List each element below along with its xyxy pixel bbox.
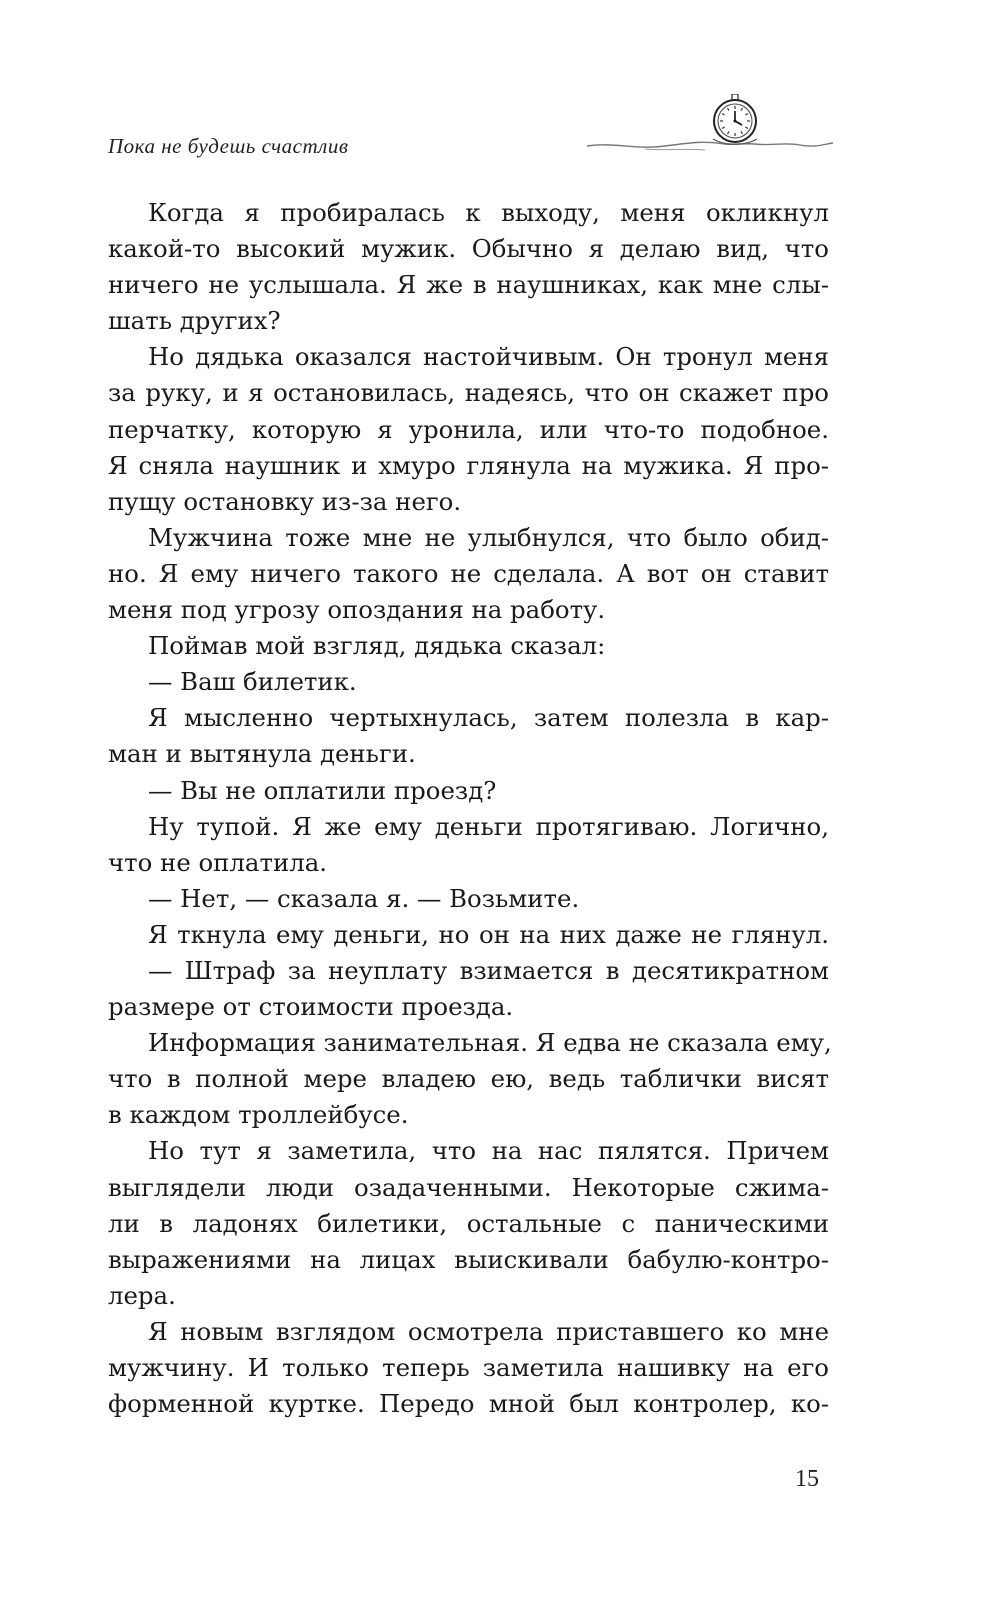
text-line: мужчину. И только теперь заметила нашивку на его: [108, 1353, 829, 1382]
text-line: размере от стоимости проезда.: [108, 992, 514, 1022]
text-line: — Нет, — сказала я. — Возьмите.: [148, 883, 580, 913]
text-line: — Ваш билетик.: [148, 667, 357, 697]
page-number: 15: [795, 1466, 819, 1492]
text-line: перчатку, которую я уронила, или что-то подобное.: [108, 414, 829, 444]
text-line: Информация занимательная. Я едва не сказала ему,: [148, 1028, 832, 1058]
text-line: — Штраф за неуплату взимается в десятикратном: [148, 955, 829, 985]
text-line: Я сняла наушник и хмуро глянула на мужика. Я про-: [108, 450, 829, 480]
text-line: шать других?: [108, 306, 281, 336]
text-line: Когда я пробиралась к выходу, меня окликнул: [148, 198, 829, 227]
text-line: Но тут я заметила, что на нас пялятся. Причем: [148, 1136, 829, 1166]
text-line: что в полной мере владею ею, ведь таблички висят: [108, 1064, 829, 1094]
text-line: — Вы не оплатили проезд?: [148, 775, 497, 805]
text-line: за руку, и я остановилась, надеясь, что он скажет про: [108, 378, 829, 408]
text-line: Мужчина тоже мне не улыбнулся, что было обид-: [148, 522, 829, 552]
text-line: выглядели люди озадаченными. Некоторые сжима-: [108, 1172, 829, 1202]
text-line: ли в ладонях билетики, остальные с паническими: [108, 1208, 829, 1238]
text-line: в каждом троллейбусе.: [108, 1100, 409, 1130]
text-line: меня под угрозу опоздания на работу.: [108, 595, 606, 625]
text-line: выражениями на лицах выискивали бабулю-контро-: [108, 1244, 829, 1274]
text-line: Я новым взглядом осмотрела приставшего ко мне: [148, 1316, 829, 1346]
text-line: Но дядька оказался настойчивым. Он тронул меня: [148, 342, 829, 372]
text-line: Я мысленно чертыхнулась, затем полезла в кар-: [148, 703, 829, 733]
text-line: но. Я ему ничего такого не сделала. А вот он ставит: [108, 558, 829, 588]
text-line: ман и вытянула деньги.: [108, 739, 416, 769]
text-line: форменной куртке. Передо мной был контролер, ко-: [108, 1389, 829, 1419]
text-line: Ну тупой. Я же ему деньги протягиваю. Логично,: [148, 811, 829, 841]
text-line: что не оплатила.: [108, 847, 328, 877]
text-line: Поймав мой взгляд, дядька сказал:: [148, 631, 606, 661]
text-line: пущу остановку из-за него.: [108, 486, 462, 516]
text-line: Я ткнула ему деньги, но он на них даже не глянул.: [148, 919, 829, 949]
running-head-title: Пока не будешь счастлив: [108, 134, 349, 158]
text-line: ничего не услышала. Я же в наушниках, как мне слы-: [108, 270, 829, 300]
text-line: лера.: [108, 1280, 176, 1310]
pocket-watch-icon: [585, 94, 835, 164]
text-line: какой-то высокий мужик. Обычно я делаю вид, что: [108, 234, 829, 264]
body-text: [108, 195, 832, 1422]
